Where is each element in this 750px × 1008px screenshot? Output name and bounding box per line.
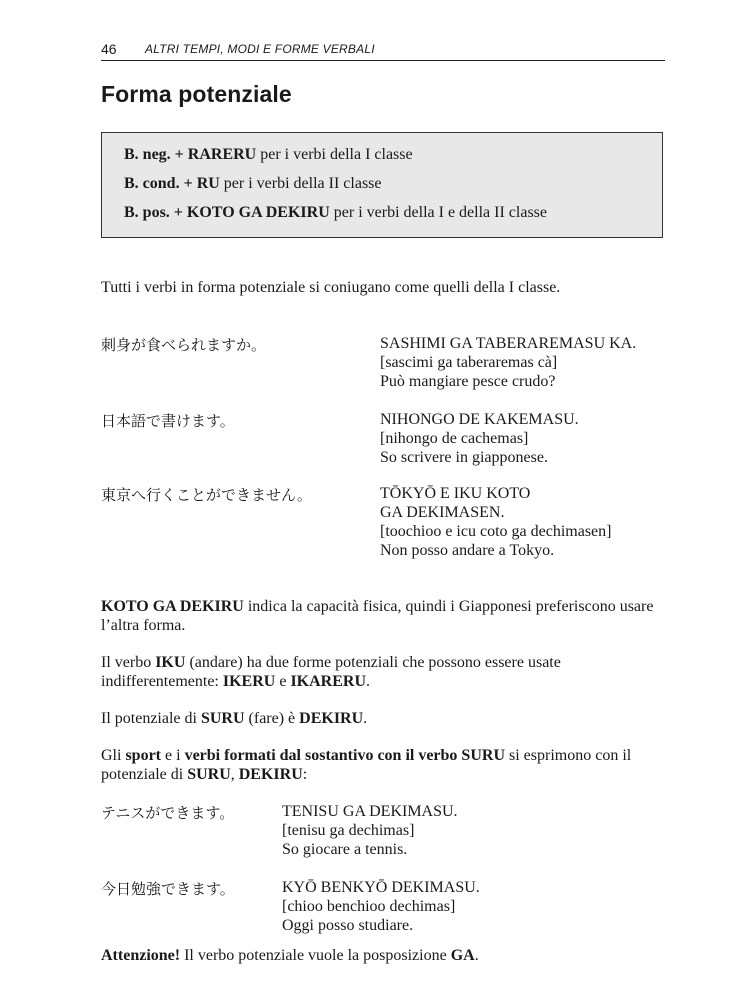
page-number: 46 xyxy=(101,41,117,57)
example-japanese: 日本語で書けます。 xyxy=(101,412,235,430)
paragraph: Il potenziale di SURU (fare) è DEKIRU. xyxy=(101,710,368,727)
rule-line: B. neg. + RARERU per i verbi della I classe xyxy=(124,146,413,163)
attention-note: Attenzione! Il verbo potenziale vuole la posposizione GA. xyxy=(101,947,479,964)
rule-line: B. cond. + RU per i verbi della II classe xyxy=(124,175,382,192)
example-romaji: TŌKYŌ E IKU KOTO GA DEKIMASEN. [toochioo e icu coto ga dechimasen] Non posso andare a Tokyo. xyxy=(380,485,612,559)
example-japanese: 刺身が食べられますか。 xyxy=(101,336,267,354)
rule-line: B. pos. + KOTO GA DEKIRU per i verbi della I e della II classe xyxy=(124,204,547,221)
rule-box xyxy=(101,132,663,238)
paragraph: Il verbo IKU (andare) ha due forme potenziali che possono essere usate indifferentemente: IKERU e IKARERU. xyxy=(101,654,561,690)
intro-paragraph: Tutti i verbi in forma potenziale si coniugano come quelli della I classe. xyxy=(101,279,561,296)
example-romaji: TENISU GA DEKIMASU. [tenisu ga dechimas] So giocare a tennis. xyxy=(282,803,458,858)
example-romaji: NIHONGO DE KAKEMASU. [nihongo de cachemas] So scrivere in giapponese. xyxy=(380,411,579,466)
section-title: Forma potenziale xyxy=(101,81,292,107)
paragraph: Gli sport e i verbi formati dal sostantivo con il verbo SURU si esprimono con il potenziale di SURU, DEKIRU: xyxy=(101,747,632,783)
example-romaji: SASHIMI GA TABERAREMASU KA. [sascimi ga taberaremas cà] Può mangiare pesce crudo? xyxy=(380,335,637,390)
chapter-title: ALTRI TEMPI, MODI E FORME VERBALI xyxy=(145,42,375,56)
paragraph: KOTO GA DEKIRU indica la capacità fisica, quindi i Giapponesi preferiscono usare l’altra forma. xyxy=(101,598,654,634)
example-japanese: 今日勉強できます。 xyxy=(101,880,235,898)
running-head xyxy=(101,40,665,61)
example-japanese: 東京へ行くことができません。 xyxy=(101,486,312,504)
example-japanese: テニスができます。 xyxy=(101,804,235,822)
example-romaji: KYŌ BENKYŌ DEKIMASU. [chioo benchioo dechimas] Oggi posso studiare. xyxy=(282,879,480,934)
